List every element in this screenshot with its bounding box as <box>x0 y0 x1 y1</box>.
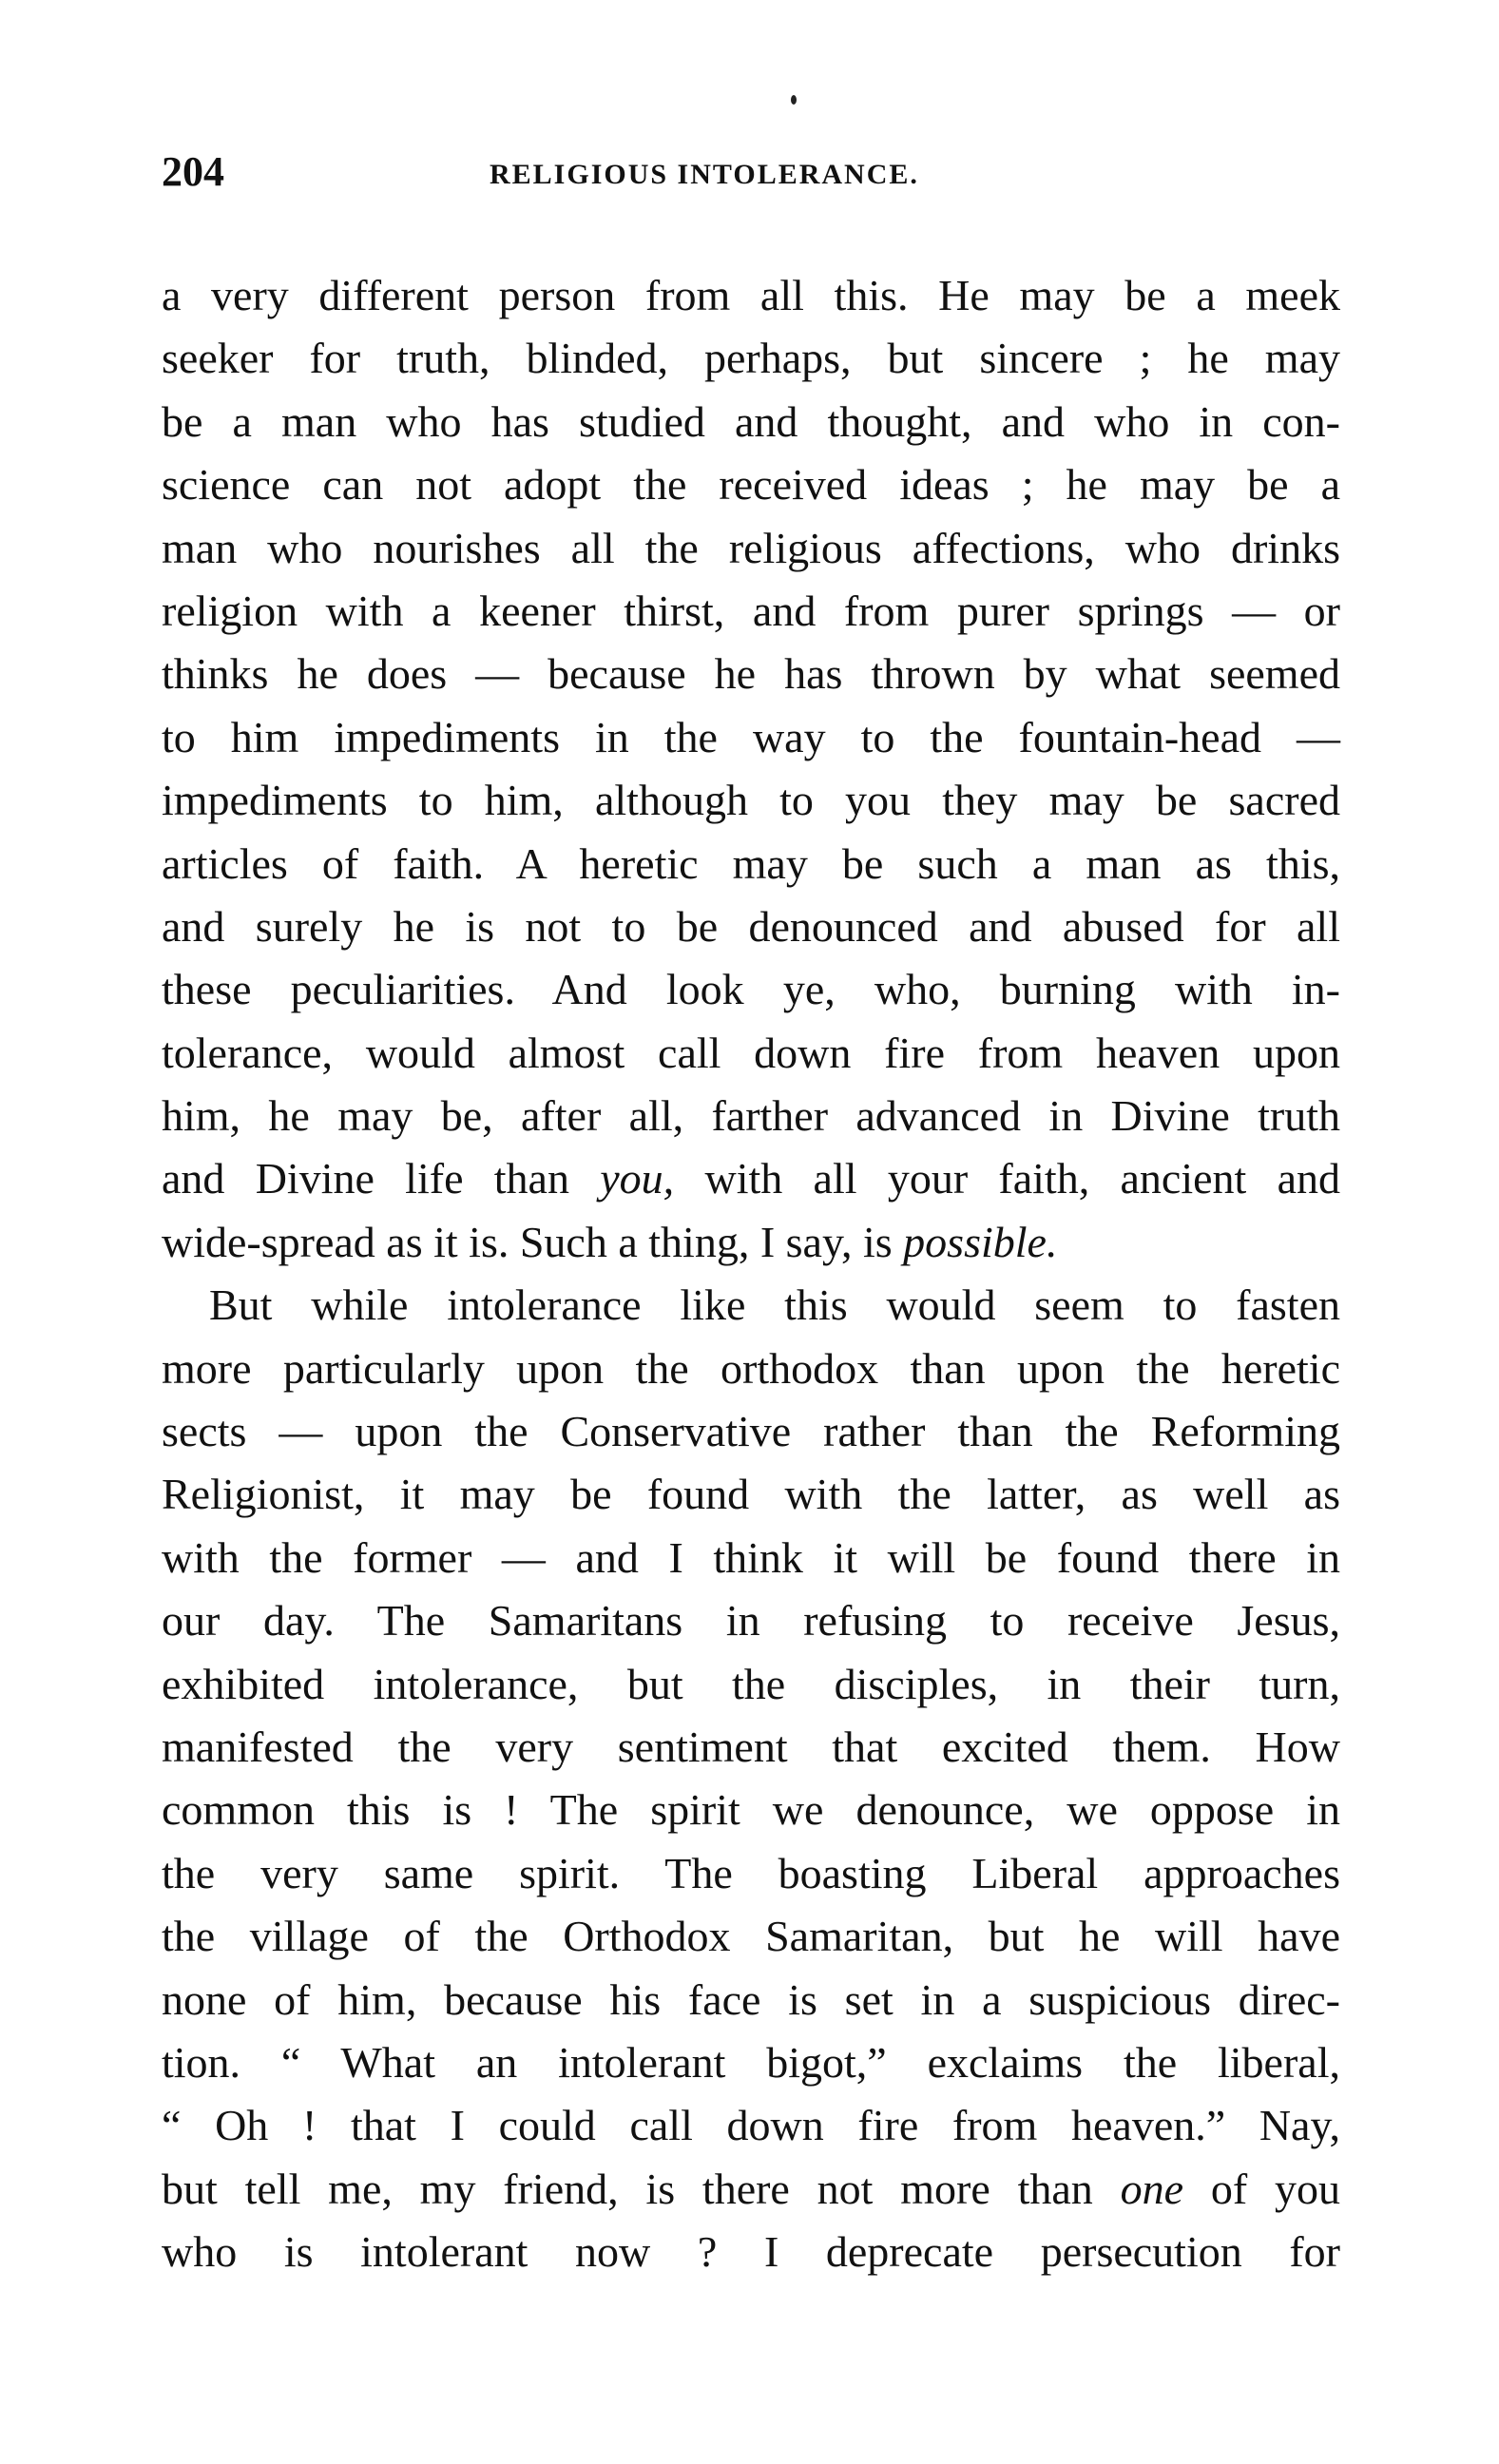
text-segment: and Divine life than <box>162 1154 569 1203</box>
text-line: with the former — and I think it will be found there in <box>162 1532 1340 1582</box>
running-head: RELIGIOUS INTOLERANCE. <box>490 159 919 190</box>
page-header <box>162 147 1340 214</box>
text-line: impediments to him, although to you they may be sacred <box>162 776 1340 825</box>
text-line <box>162 2158 1340 2221</box>
text-line: him, he may be, after all, farther advanced in Divine truth <box>162 1091 1340 1141</box>
text-line: be a man who has studied and thought, and who in con- <box>162 396 1340 446</box>
text-line: the very same spirit. The boasting Liberal approaches <box>162 1848 1340 1897</box>
text-line: seeker for truth, blinded, perhaps, but sincere ; he may <box>162 334 1340 383</box>
text-line: tion. “ What an intolerant bigot,” exclaims the liberal, <box>162 2037 1340 2087</box>
paragraph-start-line: But while intolerance like this would seem to fasten <box>209 1280 1340 1330</box>
text-line: common this is ! The spirit we denounce, we oppose in <box>162 1785 1340 1835</box>
text-line: articles of faith. A heretic may be such a man as this, <box>162 838 1340 888</box>
emphasis-you: you, <box>600 1154 675 1203</box>
text-segment: but tell me, my friend, is there not more than <box>162 2164 1093 2213</box>
text-line: sects — upon the Conservative rather than the Reforming <box>162 1407 1340 1456</box>
text-segment: wide-spread as it is. Such a thing, I say, is <box>162 1217 893 1266</box>
text-line: “ Oh ! that I could call down fire from heaven.” Nay, <box>162 2101 1340 2150</box>
text-line: manifested the very sentiment that excited them. How <box>162 1722 1340 1771</box>
text-segment: with all your faith, ancient and <box>704 1154 1341 1203</box>
text-line: our day. The Samaritans in refusing to receive Jesus, <box>162 1596 1340 1646</box>
text-line <box>162 1211 1340 1274</box>
page-number: 204 <box>162 148 224 195</box>
text-line: religion with a keener thirst, and from purer springs — or <box>162 586 1340 635</box>
text-segment: of you <box>1210 2164 1341 2213</box>
text-line: thinks he does — because he has thrown by what seemed <box>162 649 1340 699</box>
text-line: to him impediments in the way to the fountain-head — <box>162 712 1340 761</box>
text-line: the village of the Orthodox Samaritan, but he will have <box>162 1912 1340 1961</box>
text-line <box>162 1147 1340 1210</box>
text-line: a very different person from all this. He may be a meek <box>162 271 1340 319</box>
text-line: none of him, because his face is set in a suspicious direc- <box>162 1974 1340 2024</box>
text-line: and surely he is not to be denounced and abused for all <box>162 901 1340 951</box>
text-line: more particularly upon the orthodox than upon the heretic <box>162 1343 1340 1393</box>
body-text <box>162 264 1340 2284</box>
text-line: who is intolerant now ? I deprecate persecution for <box>162 2227 1340 2277</box>
text-line: science can not adopt the received ideas ; he may be a <box>162 460 1340 510</box>
emphasis-one: one <box>1120 2164 1184 2213</box>
text-line: these peculiarities. And look ye, who, burning with in- <box>162 965 1340 1014</box>
text-line: Religionist, it may be found with the latter, as well as <box>162 1470 1340 1519</box>
ink-mark <box>791 95 797 105</box>
text-line: tolerance, would almost call down fire from heaven upon <box>162 1028 1340 1077</box>
text-line: exhibited intolerance, but the disciples, in their turn, <box>162 1659 1340 1708</box>
emphasis-possible: possible. <box>903 1217 1058 1266</box>
text-line: man who nourishes all the religious affections, who drinks <box>162 523 1340 572</box>
